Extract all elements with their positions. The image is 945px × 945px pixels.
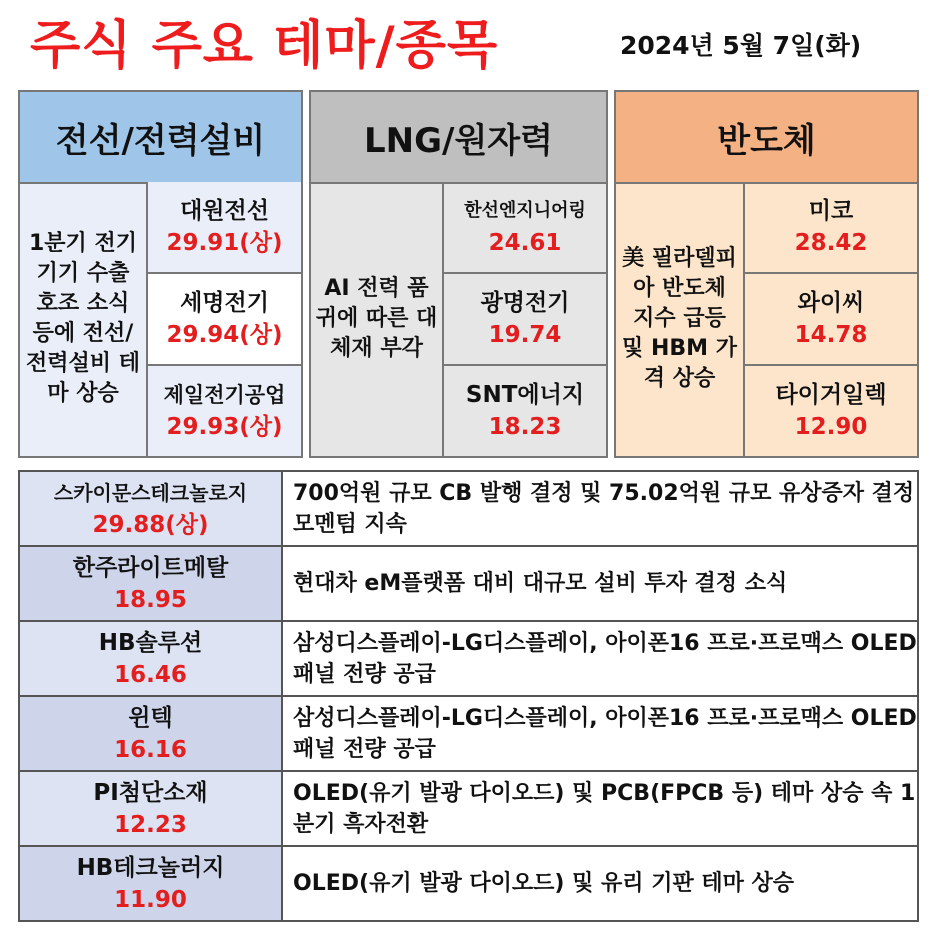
stock-item xyxy=(148,274,301,366)
stock-item xyxy=(745,366,917,456)
stock-name: 광명전기 xyxy=(480,290,570,316)
row-description: OLED(유기 발광 다이오드) 및 유리 기판 테마 상승 xyxy=(293,871,795,896)
stock-name: 스카이문스테크놀로지 xyxy=(53,480,248,505)
table-row xyxy=(20,547,917,622)
theme-reason: 1분기 전기기기 수출 호조 소식 등에 전선/ 전력설비 테마 상승 xyxy=(20,182,148,456)
theme-panel-lng-nuclear xyxy=(309,90,608,458)
stock-item xyxy=(745,182,917,274)
date-label: 2024년 5월 7일(화) xyxy=(620,31,862,60)
stock-change: 16.16 xyxy=(114,736,187,763)
theme-title: 전선/전력설비 xyxy=(20,92,301,184)
theme-reason: 美 필라델피아 반도체 지수 급등 및 HBM 가격 상승 xyxy=(616,182,745,456)
theme-panel-power-grid xyxy=(18,90,303,458)
stock-name: 미코 xyxy=(808,198,854,224)
stock-change: 29.91(상) xyxy=(166,230,283,256)
stock-name: HB테크놀러지 xyxy=(76,854,225,881)
theme-title: LNG/원자력 xyxy=(311,92,606,184)
stock-item xyxy=(148,366,301,456)
row-stock-cell xyxy=(20,622,283,695)
stock-change: 11.90 xyxy=(114,886,187,913)
stock-change: 24.61 xyxy=(488,230,562,256)
stock-change: 18.95 xyxy=(114,586,187,613)
stock-item xyxy=(148,182,301,274)
stock-change: 18.23 xyxy=(488,414,562,440)
stock-change: 29.88(상) xyxy=(92,511,209,538)
theme-reason: AI 전력 품귀에 따른 대체재 부각 xyxy=(311,182,444,456)
stock-name: SNT에너지 xyxy=(465,382,585,408)
stock-change: 16.46 xyxy=(114,661,187,688)
row-description: 삼성디스플레이-LG디스플레이, 아이폰16 프로·프로맥스 OLED 패널 전량 공급 xyxy=(293,705,917,762)
stock-name: 한선엔지니어링 xyxy=(464,200,586,221)
table-row xyxy=(20,472,917,547)
stock-change: 12.23 xyxy=(114,811,187,838)
row-description: 현대차 eM플랫폼 대비 대규모 설비 투자 결정 소식 xyxy=(293,571,788,596)
row-stock-cell xyxy=(20,472,283,545)
table-row xyxy=(20,772,917,847)
stock-change: 29.93(상) xyxy=(166,414,283,440)
row-stock-cell xyxy=(20,772,283,845)
stock-name: 대원전선 xyxy=(180,198,269,224)
stock-item xyxy=(745,274,917,366)
page-title: 주식 주요 테마/종목 xyxy=(30,16,499,76)
stock-change: 28.42 xyxy=(794,230,868,256)
row-stock-cell xyxy=(20,847,283,920)
row-stock-cell xyxy=(20,697,283,770)
stock-item xyxy=(444,366,606,456)
row-description: 삼성디스플레이-LG디스플레이, 아이폰16 프로·프로맥스 OLED 패널 전량 공급 xyxy=(293,630,917,687)
table-row xyxy=(20,847,917,920)
row-stock-cell xyxy=(20,547,283,620)
stock-name: 와이씨 xyxy=(797,290,865,316)
stock-name: 한주라이트메탈 xyxy=(72,554,229,581)
stock-news-table xyxy=(18,470,919,922)
stock-name: 제일전기공업 xyxy=(163,383,286,407)
table-row xyxy=(20,697,917,772)
stock-name: HB솔루션 xyxy=(98,629,203,656)
stock-name: 윈텍 xyxy=(128,704,173,731)
stock-change: 12.90 xyxy=(794,414,868,440)
table-row xyxy=(20,622,917,697)
row-description: 700억원 규모 CB 발행 결정 및 75.02억원 규모 유상증자 결정 모멘텀 지속 xyxy=(293,480,915,537)
stock-item xyxy=(444,182,606,274)
stock-name: PI첨단소재 xyxy=(93,779,208,806)
stock-name: 세명전기 xyxy=(180,290,269,316)
stock-change: 19.74 xyxy=(488,322,562,348)
row-description: OLED(유기 발광 다이오드) 및 PCB(FPCB 등) 테마 상승 속 1분기 흑자전환 xyxy=(293,780,916,837)
stock-change: 14.78 xyxy=(794,322,868,348)
stock-change: 29.94(상) xyxy=(166,322,283,348)
theme-title: 반도체 xyxy=(616,92,917,184)
theme-panel-semiconductor xyxy=(614,90,919,458)
stock-item xyxy=(444,274,606,366)
stock-name: 타이거일렉 xyxy=(775,382,887,408)
